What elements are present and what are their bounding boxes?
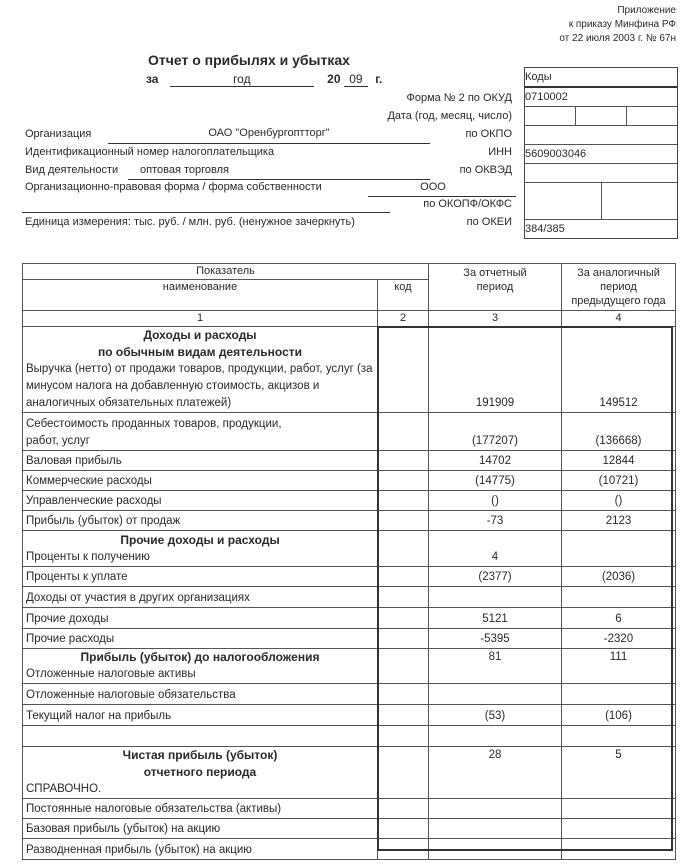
activity-underline [128,179,430,180]
row-label: Доходы от участия в других организациях [23,587,378,608]
row-current[interactable]: 4 [429,531,562,567]
okpo-code[interactable] [525,125,677,144]
row-code[interactable] [378,629,429,649]
row-current[interactable]: (53) [429,705,562,726]
row-code[interactable] [378,608,429,629]
row-previous[interactable]: (2036) [562,567,676,587]
row-previous[interactable]: 149512 [562,327,676,413]
row-previous[interactable] [562,531,676,567]
table-row [23,705,676,726]
inn-code[interactable]: 5609003046 [525,144,677,163]
legal-form-underline [368,196,516,197]
date-code[interactable] [525,106,677,125]
row-previous[interactable]: 2123 [562,511,676,531]
header-code: код [378,280,429,311]
okpo-label: по ОКПО [465,128,512,140]
table-row [23,747,676,799]
report-period [146,72,382,87]
row-code[interactable] [378,819,429,839]
table-row [23,451,676,471]
row-label: СПРАВОЧНО. [26,783,102,795]
row-current[interactable]: () [429,491,562,511]
row-code[interactable] [378,726,429,747]
row-current[interactable] [429,819,562,839]
row-previous[interactable]: -2320 [562,629,676,649]
table-row [23,471,676,491]
okei-label: по ОКЕИ [466,216,512,228]
row-previous[interactable]: (106) [562,705,676,726]
table-row [23,327,676,413]
org-name[interactable]: ОАО "Оренбургоптторг" [208,127,330,139]
row-current[interactable]: 81 [429,649,562,684]
table-row [23,629,676,649]
row-previous[interactable]: (136668) [562,413,676,451]
table-row [23,649,676,684]
row-current[interactable]: -73 [429,511,562,531]
row-code[interactable] [378,491,429,511]
row-current[interactable] [429,839,562,860]
table-row [23,799,676,819]
year-suffix: г. [375,72,383,86]
row-code[interactable] [378,587,429,608]
table-row [23,839,676,860]
table-row [23,819,676,839]
table-row [23,608,676,629]
row-current[interactable]: -5395 [429,629,562,649]
legal-form-value[interactable]: ООО [420,181,446,193]
row-code[interactable] [378,705,429,726]
appendix-note [559,4,676,46]
table-row [23,511,676,531]
row-code[interactable] [378,799,429,819]
row-previous[interactable]: () [562,491,676,511]
table-row [23,587,676,608]
row-code[interactable] [378,684,429,705]
org-underline [108,143,430,144]
row-code[interactable] [378,747,429,799]
row-current[interactable] [429,799,562,819]
row-current[interactable] [429,587,562,608]
org-label: Организация [25,128,92,140]
table-row [23,567,676,587]
row-code[interactable] [378,567,429,587]
year-field[interactable]: 09 [344,72,368,87]
row-code[interactable] [378,531,429,567]
income-statement-table [22,263,676,860]
date-label: Дата (год, месяц, число) [387,110,512,122]
row-label: Прибыль (убыток) от продаж [23,511,378,531]
row-code[interactable] [378,511,429,531]
row-label: Проценты к получению [26,551,150,563]
row-current[interactable]: 191909 [429,327,562,413]
row-label: Отложенные налоговые обязательства [23,684,378,705]
row-code[interactable] [378,451,429,471]
activity-label: Вид деятельности [25,164,119,176]
section-heading-2: отчетного периода [143,765,257,779]
row-label: Базовая прибыль (убыток) на акцию [23,819,378,839]
table-row [23,684,676,705]
header-indicator: Показатель [23,264,429,280]
okved-code[interactable] [525,163,677,182]
period-field[interactable]: год [170,72,314,87]
report-title: Отчет о прибылях и убытках [148,52,350,68]
row-label [23,726,378,747]
section-heading-2: по обычным видам деятельности [97,345,303,359]
row-previous[interactable]: 12844 [562,451,676,471]
section-heading: Чистая прибыль (убыток) [122,748,278,762]
row-current[interactable]: (2377) [429,567,562,587]
row-label: Текущий налог на прибыль [23,705,378,726]
row-code[interactable] [378,471,429,491]
okopf-label: по ОКОПФ/ОКФС [423,198,512,210]
col-num-1: 1 [23,311,378,327]
section-heading: Доходы и расходы [143,328,257,342]
inn-full-label: Идентификационный номер налогоплательщика [25,146,275,158]
legal-form-underline-2 [22,212,390,213]
row-label: Выручка (нетто) от продажи товаров, продукции, работ, услуг (за минусом налога на добавленную стоимость, акцизов и аналогичных обязательных платежей) [26,363,373,409]
row-previous[interactable] [562,684,676,705]
row-current[interactable]: 5121 [429,608,562,629]
table-row [23,531,676,567]
appendix-line-2: к приказу Минфина РФ [568,19,676,30]
row-previous[interactable]: 5 [562,747,676,799]
activity-value[interactable]: оптовая торговля [140,164,229,176]
unit-label: Единица измерения: тыс. руб. / млн. руб. (ненужное зачеркнуть) [25,216,355,228]
header-previous: За аналогичный период предыдущего года [562,264,676,311]
legal-form-label: Организационно-правовая форма / форма собственности [25,181,322,193]
table-row [23,491,676,511]
col-num-2: 2 [378,311,429,327]
row-label: Коммерческие расходы [23,471,378,491]
table-row [23,413,676,451]
header-current: За отчетный период [429,264,562,311]
row-label: Отложенные налоговые активы [26,668,196,680]
row-label: Разводненная прибыль (убыток) на акцию [23,839,378,860]
row-previous[interactable]: (10721) [562,471,676,491]
row-code[interactable] [378,413,429,451]
appendix-line-3: от 22 июля 2003 г. № 67н [559,33,676,44]
row-previous[interactable] [562,799,676,819]
codes-box [524,67,678,239]
row-code[interactable] [378,649,429,684]
row-previous[interactable]: 6 [562,608,676,629]
row-current[interactable] [429,684,562,705]
row-previous[interactable] [562,839,676,860]
period-prefix: за [146,72,159,86]
col-num-4: 4 [562,311,676,327]
section-heading: Прочие доходы и расходы [120,533,280,547]
row-previous[interactable] [562,587,676,608]
inn-label: ИНН [488,146,512,158]
row-previous[interactable] [562,819,676,839]
row-label: Прочие расходы [23,629,378,649]
row-label: Валовая прибыль [23,451,378,471]
row-current[interactable]: (14775) [429,471,562,491]
row-label: Постоянные налоговые обязательства (активы) [23,799,378,819]
row-label: Проценты к уплате [23,567,378,587]
row-previous[interactable] [562,726,676,747]
okopf-code[interactable] [525,182,677,219]
row-label: Себестоимость проданных товаров, продукции, работ, услуг [23,413,378,451]
row-current[interactable]: 14702 [429,451,562,471]
codes-header: Коды [525,71,552,83]
row-current[interactable]: 28 [429,747,562,799]
okud-label: Форма № 2 по ОКУД [406,92,512,104]
section-heading: Прибыль (убыток) до налогообложения [80,650,320,664]
row-current[interactable] [429,726,562,747]
year-prefix: 20 [327,72,341,86]
row-previous[interactable]: 111 [562,649,676,684]
okved-label: по ОКВЭД [459,164,512,176]
okud-code[interactable]: 0710002 [525,86,677,106]
row-current[interactable]: (177207) [429,413,562,451]
okei-code[interactable]: 384/385 [525,219,677,238]
appendix-line-1: Приложение [617,5,676,16]
col-num-3: 3 [429,311,562,327]
header-name: наименование [23,280,378,311]
table-row [23,726,676,747]
row-code[interactable] [378,327,429,413]
row-label: Управленческие расходы [23,491,378,511]
row-label: Прочие доходы [23,608,378,629]
row-code[interactable] [378,839,429,860]
